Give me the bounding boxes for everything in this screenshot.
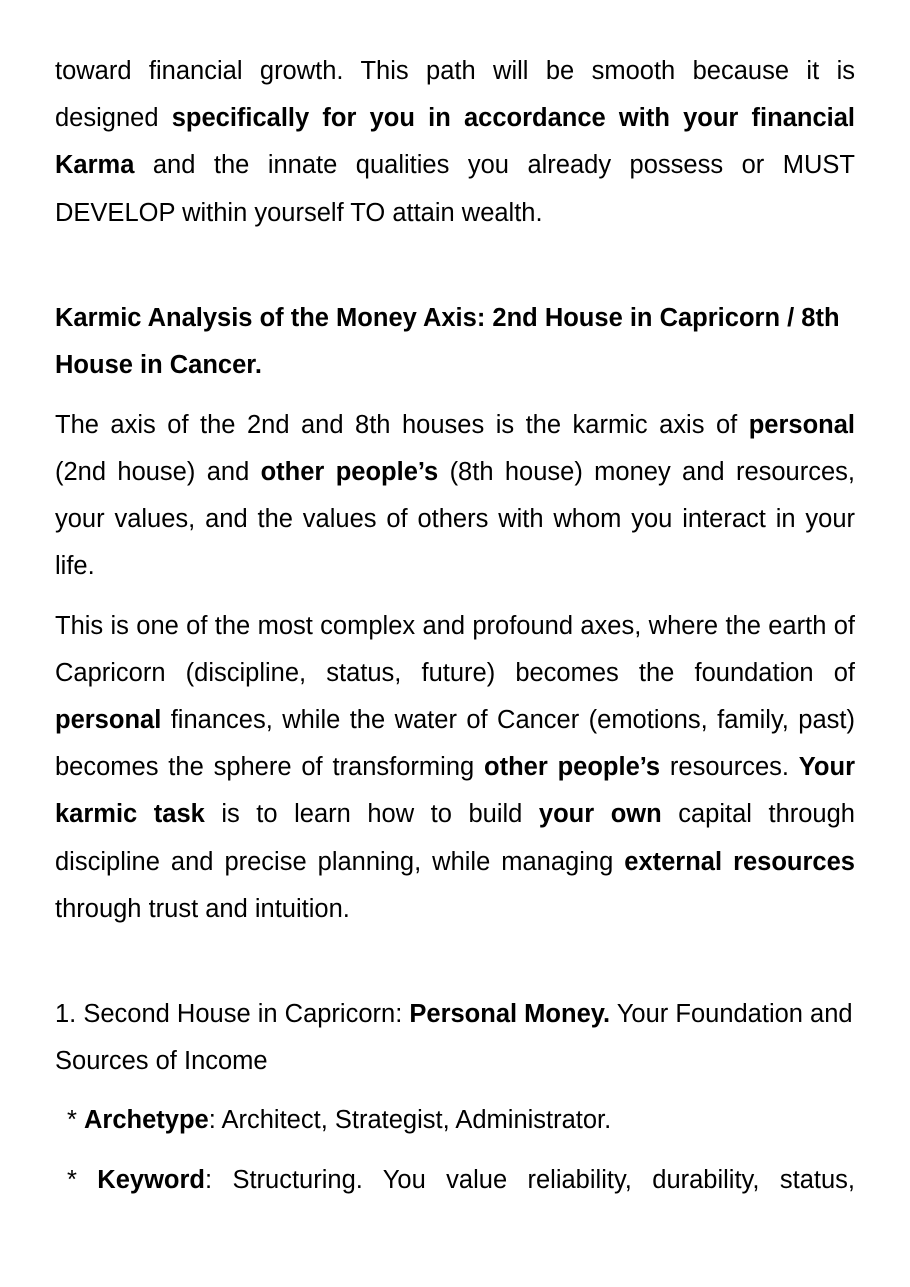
section-1-bold-1: Personal Money.: [409, 1000, 611, 1029]
bullet-item-keyword: [55, 1157, 855, 1204]
spacer: [55, 933, 855, 991]
section-1-text-1: 1. Second House in Capricorn:: [55, 1000, 410, 1029]
axis-text-1: The axis of the 2nd and 8th houses is the karmic axis of: [55, 410, 749, 439]
spacer: [55, 390, 855, 402]
spacer: [55, 1085, 855, 1097]
complex-text-6: through trust and intuition.: [55, 894, 350, 923]
bullet-item-archetype: [55, 1097, 855, 1144]
section-1-text-2: Your Foundation and Sources of Income: [55, 1000, 853, 1076]
complex-paragraph: [55, 603, 855, 933]
bullet-label: Keyword: [97, 1165, 205, 1194]
axis-paragraph: [55, 402, 855, 591]
bullet-text: : Structuring. You value reliability, durability, status,: [205, 1165, 855, 1194]
spacer: [55, 591, 855, 603]
complex-bold-2: other people’s: [484, 753, 661, 782]
intro-bold-1: specifically for you in accordance with your financial Karma: [55, 104, 855, 180]
section-heading: Karmic Analysis of the Money Axis: 2nd House in Capricorn / 8th House in Cancer.: [55, 303, 840, 380]
complex-bold-5: external resources: [624, 847, 855, 876]
complex-text-4: is to learn how to build: [204, 800, 539, 829]
intro-text-1: toward financial growth. This path will be smooth because it is designed: [55, 57, 855, 133]
complex-bold-4: your own: [538, 800, 662, 829]
axis-text-3: (8th house) money and resources, your values, and the values of others with whom you interact in your life.: [55, 458, 855, 581]
bullet-marker: *: [67, 1106, 85, 1135]
intro-text-2: and the innate qualities you already possess or MUST DEVELOP within yourself TO attain wealth.: [55, 151, 855, 227]
complex-text-5: capital through discipline and precise planning, while managing: [55, 800, 855, 876]
bullet-label: Archetype: [84, 1106, 209, 1135]
complex-text-3: resources.: [660, 753, 799, 782]
section-1-title: [55, 991, 855, 1085]
bullet-marker: *: [67, 1165, 98, 1194]
document-page: [55, 48, 855, 1204]
bullet-text: : Architect, Strategist, Administrator.: [208, 1106, 612, 1135]
complex-bold-3: Your karmic task: [55, 753, 855, 829]
axis-bold-2: other people’s: [260, 458, 439, 487]
axis-text-2: (2nd house) and: [55, 458, 261, 487]
complex-text-1: This is one of the most complex and profound axes, where the earth of Capricorn (discipline, status, future) becomes the foundation of: [55, 611, 855, 687]
intro-paragraph: [55, 48, 855, 237]
spacer: [55, 1145, 855, 1157]
complex-text-2: finances, while the water of Cancer (emotions, family, past) becomes the sphere of transforming: [55, 706, 855, 782]
axis-bold-1: personal: [748, 410, 855, 439]
complex-bold-1: personal: [55, 706, 162, 735]
spacer: [55, 237, 855, 295]
